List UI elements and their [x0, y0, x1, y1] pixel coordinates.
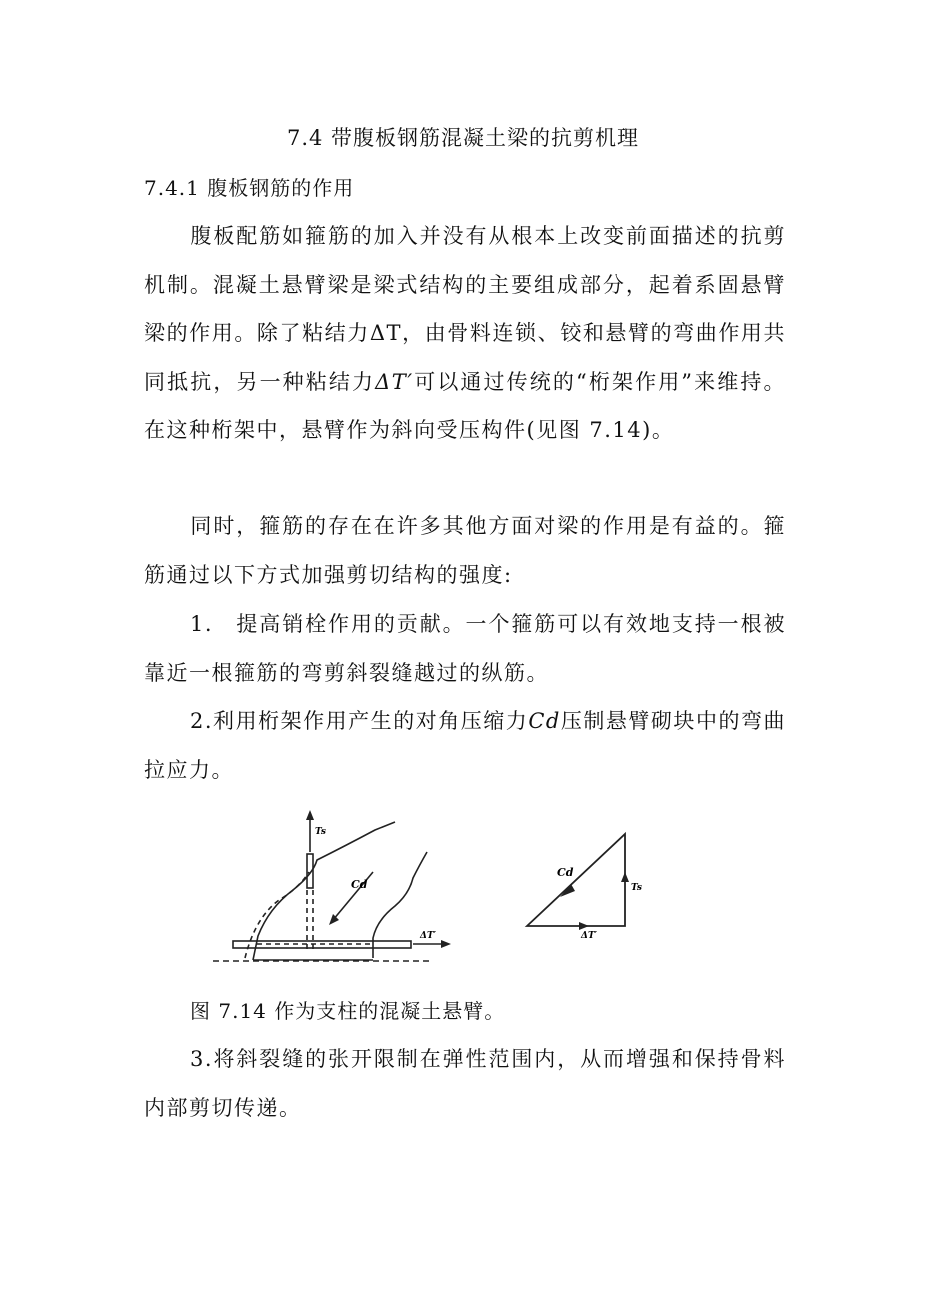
cantilever-drawing [213, 814, 445, 961]
figure-caption: 图 7.14 作为支柱的混凝土悬臂。 [190, 999, 506, 1023]
triangle-outline [527, 834, 625, 926]
triangle-cd-arrow-head [560, 884, 575, 897]
cd-symbol: Cd [528, 709, 561, 733]
list-item-3-text: 3.将斜裂缝的张开限制在弹性范围内，从而增强和保持骨料内部剪切传递。 [144, 1047, 786, 1120]
figure-7-14 [205, 808, 725, 978]
triangle-ts-arrow-head [621, 872, 629, 882]
list-item-2-text-a: 2.利用桁架作用产生的对角压缩力 [190, 709, 529, 733]
list-item-1-text: 1. 提高销栓作用的贡献。一个箍筋可以有效地支持一根被靠近一根箍筋的弯剪斜裂缝越过的纵筋。 [144, 612, 786, 685]
list-item-2-text-b: 压制悬臂砌块中的弯曲拉应力。 [144, 709, 787, 782]
ts-arrow-head [306, 810, 314, 820]
paragraph-1-text-a: 腹板配筋如箍筋的加入并没有从根本上改变前面描述的抗剪机制。混凝土悬臂梁是梁式结构的主要组成部分，起着系固悬臂梁的作用。除了粘结力 [144, 224, 786, 345]
delta-t-prime-symbol: ΔT′ [375, 369, 414, 394]
triangle-ts-label: Ts [631, 883, 642, 893]
list-item-3 [144, 1035, 786, 1132]
paragraph-1-text-c: 可以通过传统的“桁架作用”来维持。在这种桁架中，悬臂作为斜向受压构件(见图 7.14)。 [144, 369, 786, 442]
triangle-cd-label: Cd [557, 866, 574, 879]
dt-arrow-head [441, 940, 451, 948]
paragraph-1 [144, 212, 786, 455]
paragraph-2-text: 同时，箍筋的存在在许多其他方面对梁的作用是有益的。箍筋通过以下方式加强剪切结构的强度: [144, 514, 786, 587]
triangle-dt-arrow-head [579, 922, 589, 930]
list-item-2 [144, 697, 786, 794]
force-triangle [527, 834, 625, 926]
section-title: 7.4 带腹板钢筋混凝土梁的抗剪机理 [286, 126, 640, 150]
subsection-heading: 7.4.1 腹板钢筋的作用 [144, 176, 355, 200]
paragraph-2 [144, 502, 786, 599]
paragraph-1-text-b: ，由骨料连锁、铰和悬臂的弯曲作用共同抵抗，另一种粘结力 [144, 321, 787, 394]
cantilever-right-edge [373, 852, 427, 958]
list-item-1 [144, 600, 786, 697]
cd-label: Cd [351, 878, 368, 891]
cantilever-dashed-outline [245, 872, 309, 958]
ts-label: Ts [315, 827, 326, 837]
triangle-dt-label: ΔT′ [581, 931, 598, 941]
strut-diagram [205, 808, 725, 978]
delta-t-symbol: ΔT [369, 321, 403, 345]
dt-label: ΔT′ [420, 931, 437, 941]
